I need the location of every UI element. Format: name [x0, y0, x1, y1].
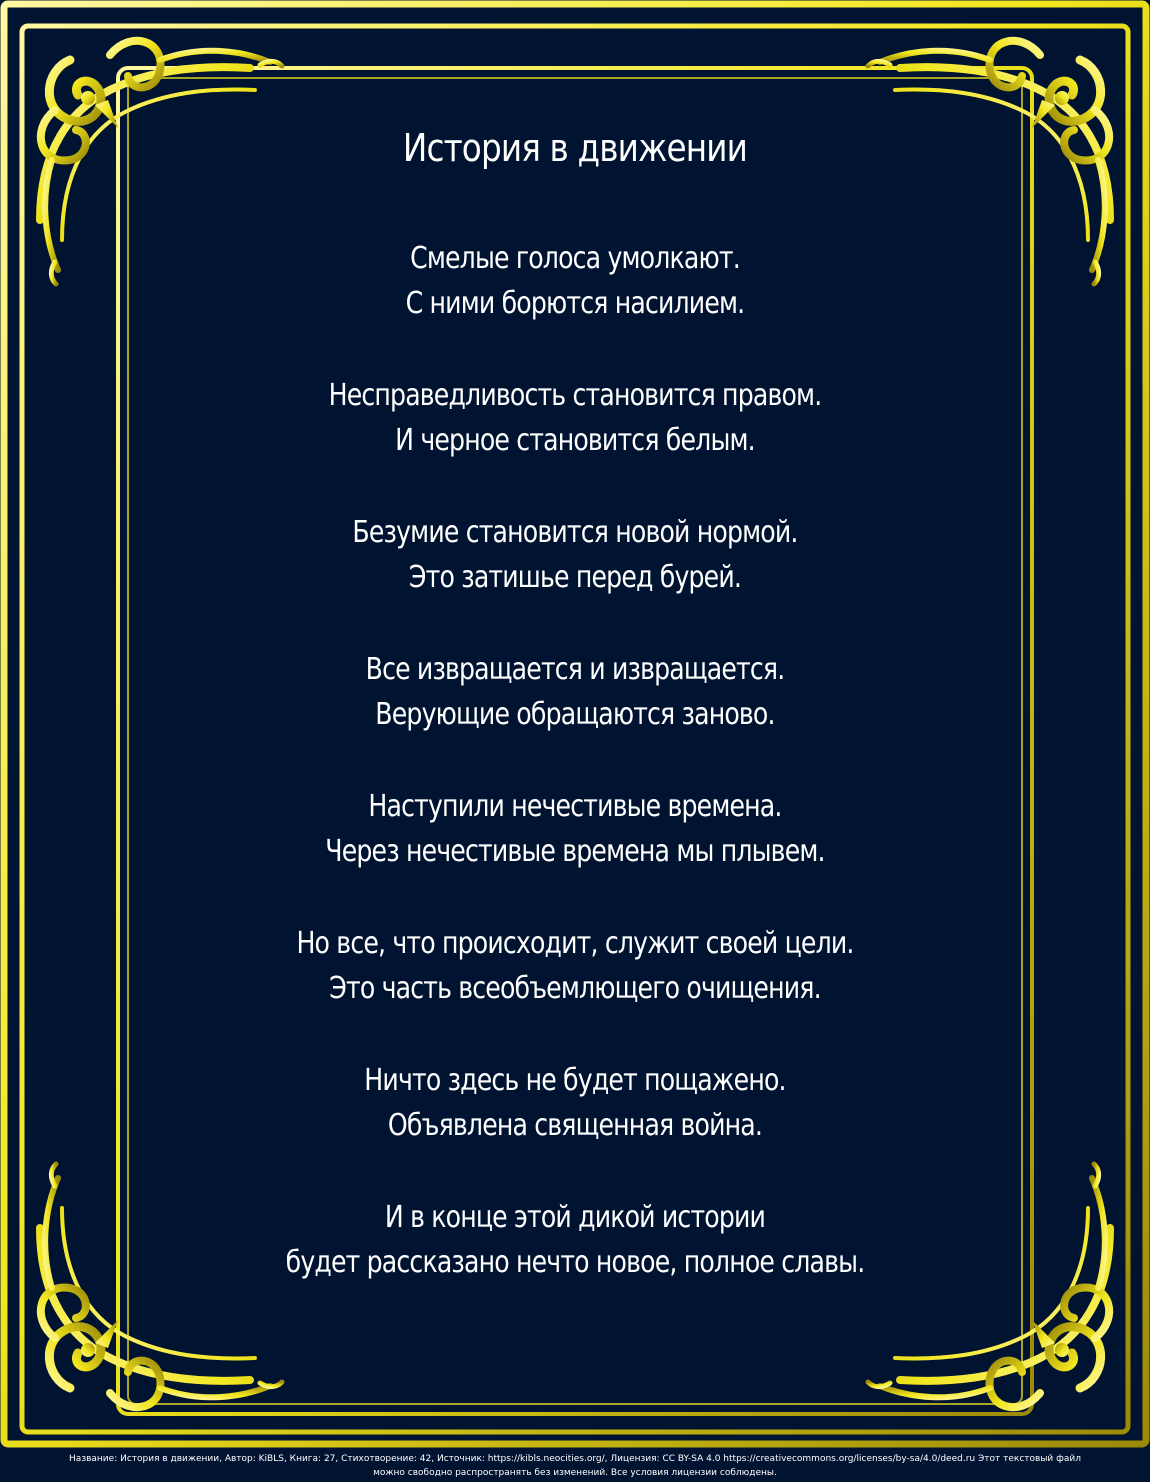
poem-line: Верующие обращаются заново.: [375, 697, 775, 732]
poem-line: Смелые голоса умолкают.: [410, 241, 740, 276]
stanza: [150, 1195, 1000, 1285]
poem: [150, 118, 1000, 1332]
stanza: [150, 373, 1000, 463]
stanza: [150, 647, 1000, 737]
poem-line: Через нечестивые времена мы плывем.: [325, 834, 825, 869]
stanza: [150, 1058, 1000, 1148]
footer-line: можно свободно распространять без изменений. Все условия лицензии соблюдены.: [373, 1468, 777, 1478]
license-footer: [0, 1452, 1150, 1480]
poem-line: Несправедливость становится правом.: [328, 378, 822, 413]
poem-line: С ними борются насилием.: [405, 286, 745, 321]
poem-line: будет рассказано нечто новое, полное славы.: [285, 1245, 865, 1280]
poem-line: И в конце этой дикой истории: [384, 1200, 766, 1235]
poem-line: Все извращается и извращается.: [365, 652, 785, 687]
poem-line: Безумие становится новой нормой.: [352, 515, 798, 550]
stanza: [150, 784, 1000, 874]
stanza: [150, 921, 1000, 1011]
stanza: [150, 510, 1000, 600]
poem-line: Но все, что происходит, служит своей цели.: [296, 926, 854, 961]
poem-line: Наступили нечестивые времена.: [368, 789, 782, 824]
poem-line: Объявлена священная война.: [387, 1108, 763, 1143]
poem-line: И черное становится белым.: [395, 423, 755, 458]
stanza: [150, 236, 1000, 326]
poem-line: Ничто здесь не будет пощажено.: [364, 1063, 786, 1098]
poem-title: История в движении: [402, 126, 748, 170]
poem-line: Это затишье перед бурей.: [408, 560, 742, 595]
footer-line: Название: История в движении, Автор: KiBLS, Книга: 27, Стихотворение: 42, Источник: https://kibls.neocities.org/, Лицензия: CC BY-SA 4.0 https://creativecommons.org/licenses/by-sa/4.0/deed.ru Этот текстовый файл: [69, 1454, 1081, 1464]
poem-line: Это часть всеобъемлющего очищения.: [329, 971, 821, 1006]
